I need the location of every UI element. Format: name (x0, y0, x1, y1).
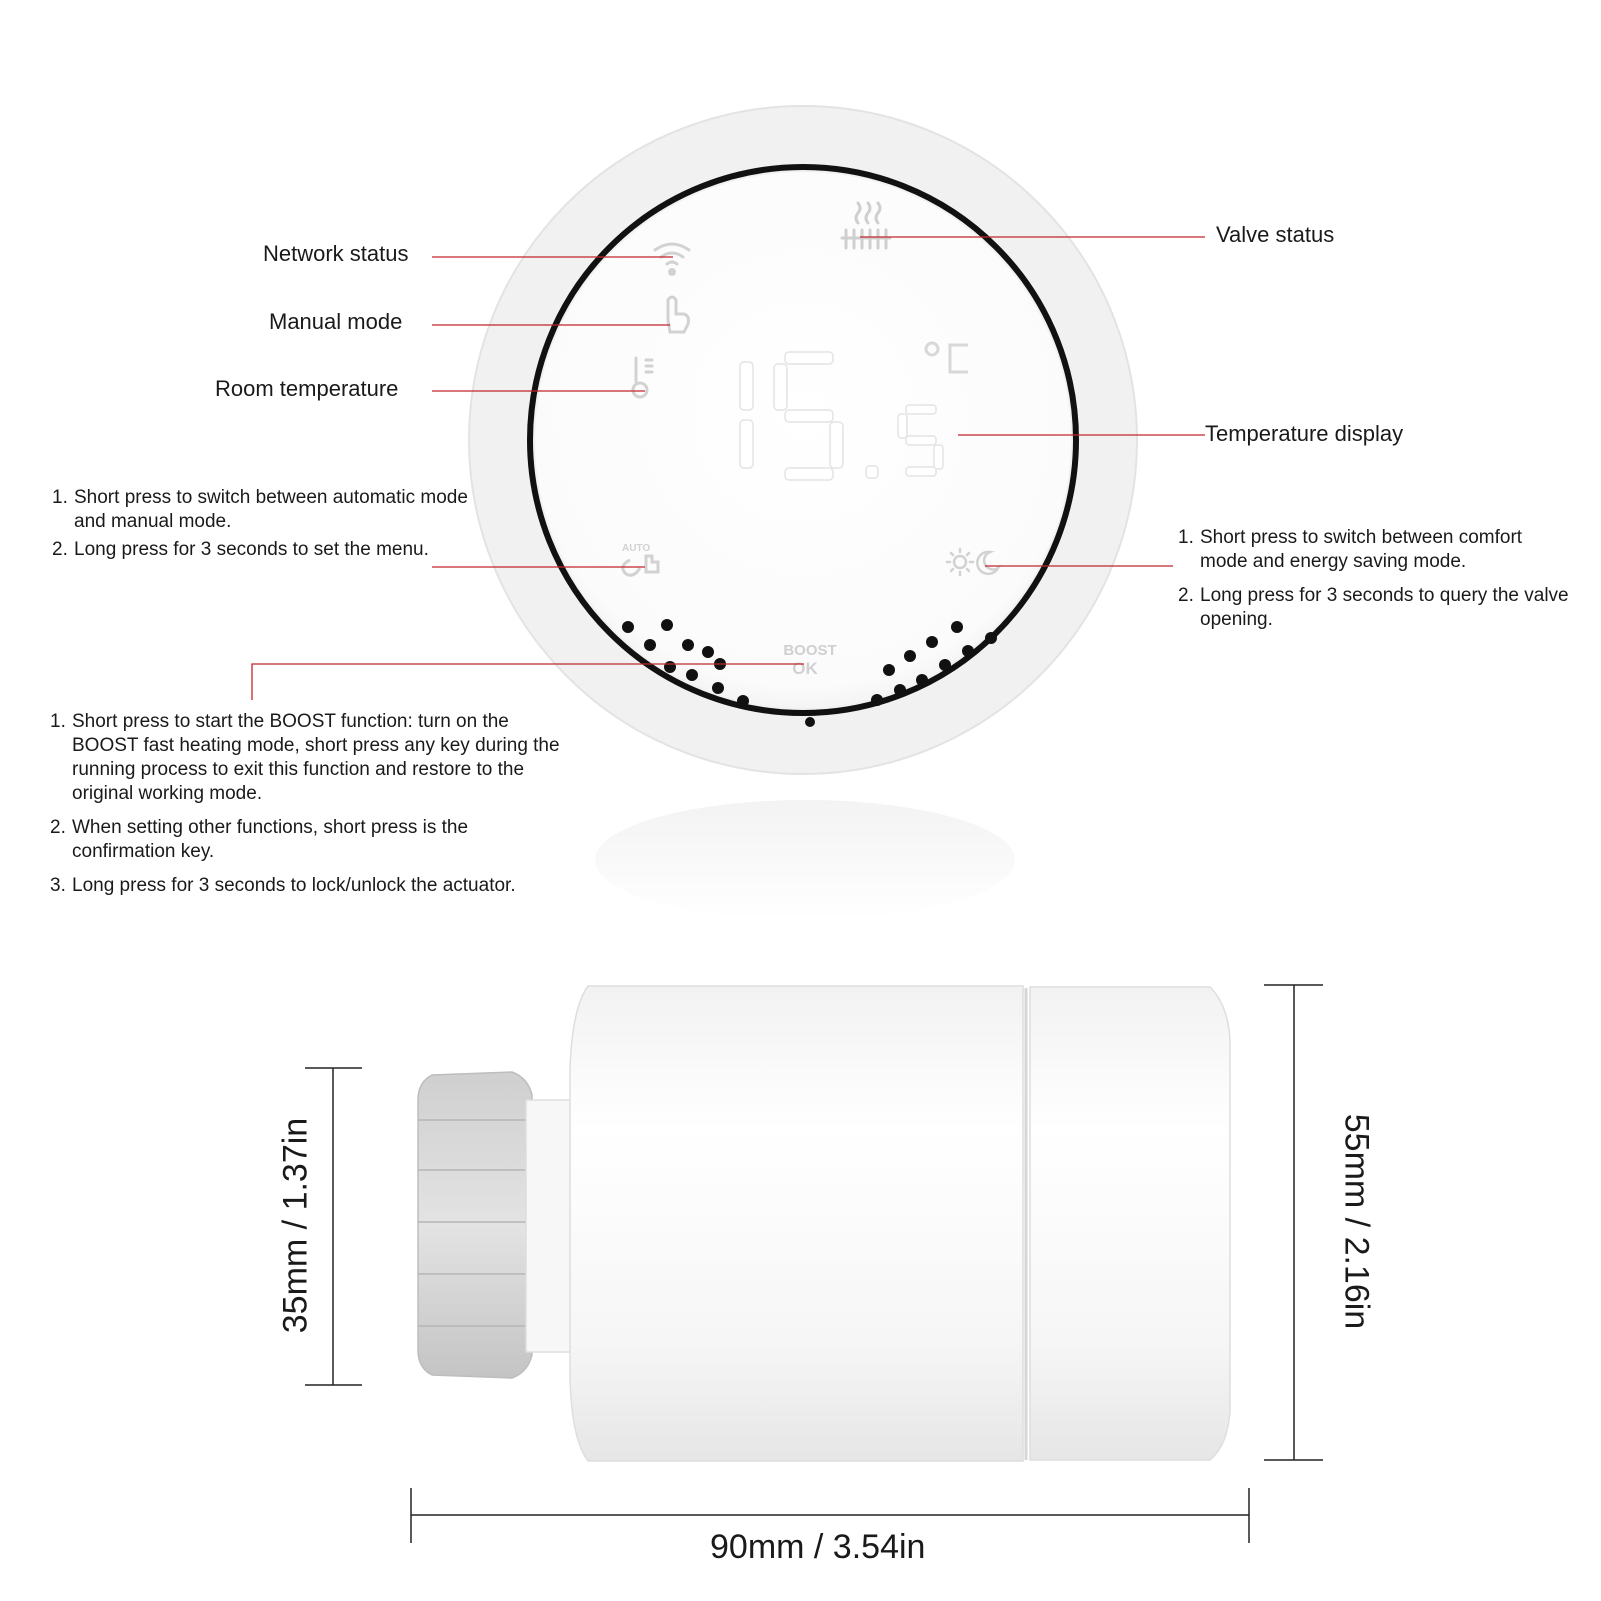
side-view (418, 986, 1230, 1461)
mode-key-step-2: 2. Long press for 3 seconds to set the menu. (52, 539, 429, 560)
main-body (570, 986, 1023, 1461)
boost-key-step-3: 3. Long press for 3 seconds to lock/unlock the actuator. (50, 875, 516, 896)
length-dimension: 90mm / 3.54in (710, 1528, 926, 1566)
boost-key-step-1: 1. Short press to start the BOOST function: turn on the BOOST fast heating mode, short press any key during the running process to exit this function and restore to the original working mode. (50, 711, 560, 804)
height-large-dimension: 55mm / 2.16in (1337, 1113, 1376, 1330)
room-temperature-label: Room temperature (215, 376, 399, 401)
knob-cap (1030, 987, 1230, 1460)
comfort-key-step-1: 1. Short press to switch between comfort mode and energy saving mode. (1178, 527, 1523, 572)
neck (526, 1100, 574, 1352)
height-small-dimension: 35mm / 1.37in (276, 1117, 315, 1334)
comfort-key-step-2: 2. Long press for 3 seconds to query the valve opening. (1178, 585, 1569, 630)
temperature-display-label: Temperature display (1205, 421, 1404, 446)
front-view (469, 106, 1137, 774)
auto-text: AUTO (622, 543, 651, 554)
comfort-key-description (1178, 526, 1573, 642)
face-reflection (595, 800, 1015, 920)
network-status-label: Network status (263, 241, 409, 266)
valve-status-label: Valve status (1216, 222, 1335, 247)
manual-mode-label: Manual mode (269, 309, 403, 334)
mode-key-description (52, 486, 472, 572)
center-led (805, 717, 815, 727)
mode-key-step-1: 1. Short press to switch between automatic mode and manual mode. (52, 487, 468, 532)
boost-key-step-2: 2. When setting other functions, short press is the confirmation key. (50, 817, 469, 862)
ok-text: OK (792, 659, 818, 678)
boost-text: BOOST (783, 642, 837, 659)
display-face (535, 172, 1071, 708)
mounting-nut (418, 1072, 532, 1378)
boost-key-description (50, 710, 570, 908)
